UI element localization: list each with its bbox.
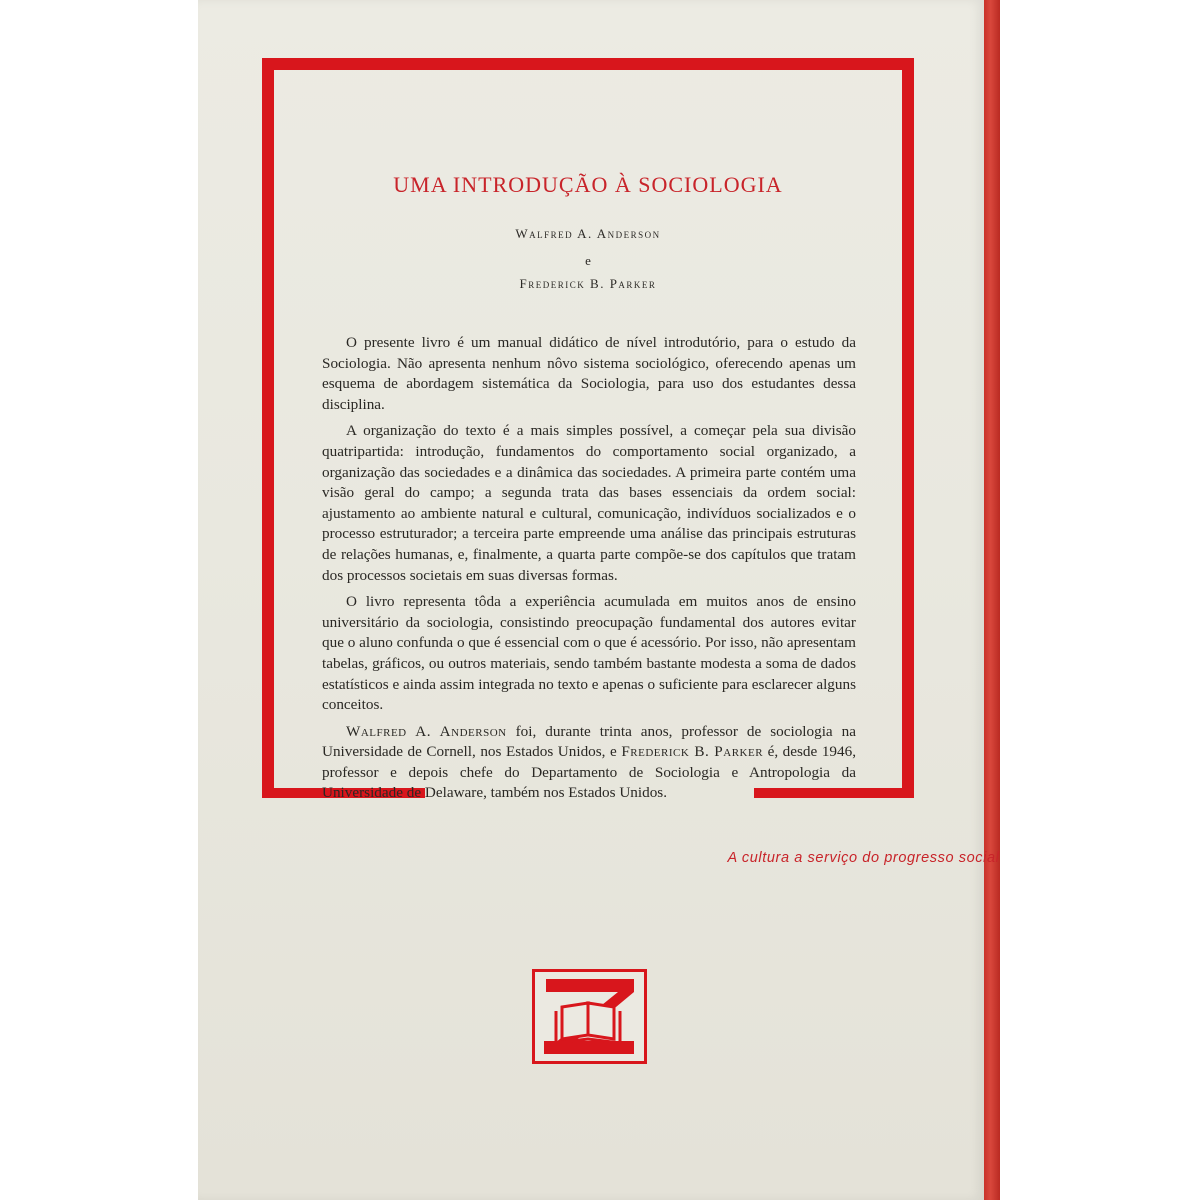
red-frame-left [262,58,274,798]
author-name-1: Walfred A. Anderson [346,722,507,740]
author-name-2: Frederick B. Parker [621,743,764,761]
red-frame-right [902,58,914,798]
bio-text-1: foi, durante trinta anos, professor de sociologia na Universidade de Cornell, nos Estados Unidos, e [322,722,856,761]
blurb-paragraph-1: O presente livro é um manual didático de nível introdutório, para o estudo da Sociologia. Não apresenta nenhum nôvo sistema sociológico, oferecendo apenas um esquema de abordagem sistemática da Sociologia, para uso dos estudantes dessa disciplina. [322,334,856,413]
publisher-logo-icon [532,969,647,1064]
blurb-paragraph-3: O livro representa tôda a experiência acumulada em muitos anos de ensino universitário da sociologia, consistindo preocupação fundamental dos autores evitar que o aluno confunda o que é essencial com o que é acessório. Por isso, não apresentam tabelas, gráficos, ou outros materiais, sendo também bastante modesta a soma de dados estatísticos e ainda assim integrada no texto e apenas o suficiente para esclarecer alguns conceitos. [322,593,856,714]
bio-text-2: é, desde 1946, professor e depois chefe do Departamento de Sociologia e Antropologia da Universidade de Delaware, também nos Estados Unidos. [322,743,856,802]
framed-content [274,70,1000,866]
book-spine-edge [984,0,1000,1200]
author-1: Walfred A. Anderson [515,226,661,241]
publisher-tagline: A cultura a serviço do progresso social [727,850,1000,866]
blurb-text [322,333,856,810]
author-2: Frederick B. Parker [519,276,657,291]
blurb-paragraph-4 [322,722,856,804]
red-frame-top [262,58,914,70]
blurb-paragraph-2: A organização do texto é a mais simples possível, a começar pela sua divisão quatripartida: introdução, fundamentos do comportamento social organizado, a organização das sociedades e a dinâmica das sociedades. A primeira parte contém uma visão geral do campo; a segunda trata das bases essenciais da ordem social: ajustamento ao ambiente natural e cultural, comunicação, indivíduos socializados e o processo estruturador; a terceira parte empreende uma análise das principais estruturas de relações humanas, e, finalmente, a quarta parte compõe-se dos capítulos que tratam dos processos societais em suas diversas formas. [322,422,856,584]
book-title: UMA INTRODUÇÃO À SOCIOLOGIA [393,172,783,197]
author-conjunction: e [585,253,591,268]
